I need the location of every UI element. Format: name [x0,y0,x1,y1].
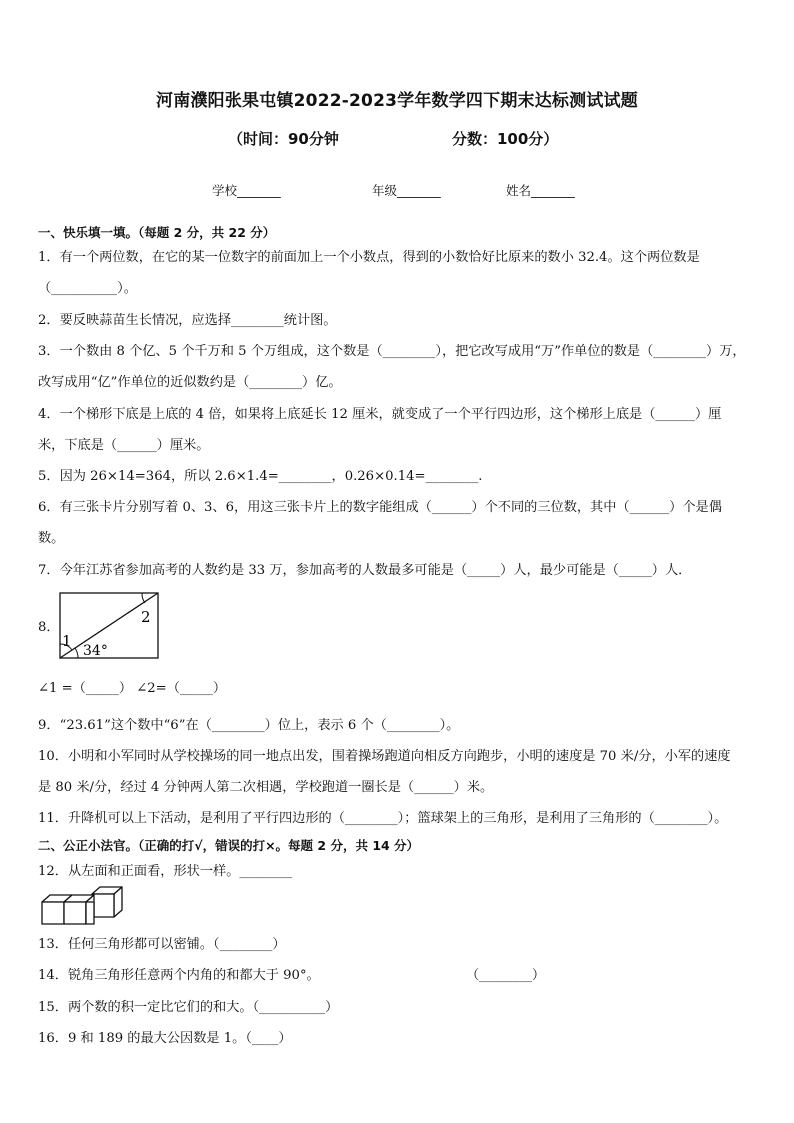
question-11: 11．升降机可以上下活动，是利用了平行四边形的（________）；篮球架上的三角形，是利用了三角形的（________）。 [38,811,728,826]
question-10-line-2: 是 80 米/分，经过 4 分钟两人第二次相遇，学校跑道一圈长是（______）米。 [38,780,494,795]
school-field: 学校_______ [212,183,281,198]
section-2-heading: 二、公正小法官。（正确的打√，错误的打×。每题 2 分，共 14 分） [38,838,420,853]
angle-1-label: 1 [62,632,72,650]
question-7: 7．今年江苏省参加高考的人数约是 33 万，参加高考的人数最多可能是（_____）人，最少可能是（_____）人． [38,563,692,578]
question-13: 13．任何三角形都可以密铺。（________） [38,937,286,952]
question-4-line-1: 4．一个梯形下底是上底的 4 倍，如果将上底延长 12 厘米，就变成了一个平行四边形，这个梯形上底是（______）厘 [38,407,722,422]
question-9: 9．“23.61”这个数中“6”在（________）位上，表示 6 个（________）。 [38,718,460,733]
question-8-answer: ∠1 =（_____） ∠2=（_____） [38,681,227,696]
question-4-line-2: 米，下底是（______）厘米。 [38,438,210,453]
question-6-line-2: 数。 [38,531,65,546]
question-12: 12．从左面和正面看，形状一样。________ [38,864,293,879]
cube-figure [40,885,126,927]
question-14-answer: （________） [466,968,546,983]
question-14: 14．锐角三角形任意两个内角的和都大于 90°。 [38,968,320,983]
question-5: 5．因为 26×14=364，所以 2.6×1.4=________，0.26×0.14=________. [38,469,483,484]
grade-field: 年级_______ [372,183,441,198]
question-16: 16．9 和 189 的最大公因数是 1。（____） [38,1031,292,1046]
question-1-line-1: 1．有一个两位数，在它的某一位数字的前面加上一个小数点，得到的小数恰好比原来的数小 32.4。这个两位数是 [38,250,700,265]
exam-score: 分数：100分） [452,130,559,148]
page-title: 河南濮阳张果屯镇2022-2023学年数学四下期末达标测试试题 [156,91,638,111]
name-field: 姓名_______ [506,183,575,198]
angle-2-label: 2 [141,608,151,626]
question-6-line-1: 6．有三张卡片分别写着 0、3、6，用这三张卡片上的数字能组成（______）个不同的三位数，其中（______）个是偶 [38,500,722,515]
question-15: 15．两个数的积一定比它们的和大。（__________） [38,1000,339,1015]
question-8-number: 8． [38,620,60,635]
question-3-line-1: 3．一个数由 8 个亿、5 个千万和 5 个万组成，这个数是（________），把它改写成用“万”作单位的数是（________）万， [38,344,746,359]
section-1-heading: 一、快乐填一填。（每题 2 分，共 22 分） [38,225,276,240]
angle-34-label: 34° [83,643,108,659]
exam-time: （时间：90分钟 [228,130,339,148]
question-1-line-2: （__________）。 [38,281,137,296]
angle-figure [56,590,162,662]
question-3-line-2: 改写成用“亿”作单位的近似数约是（________）亿。 [38,375,342,390]
question-10-line-1: 10．小明和小军同时从学校操场的同一地点出发，围着操场跑道向相反方向跑步，小明的速度是 70 米/分，小军的速度 [38,749,731,764]
question-2: 2．要反映蒜苗生长情况，应选择________统计图。 [38,313,337,328]
